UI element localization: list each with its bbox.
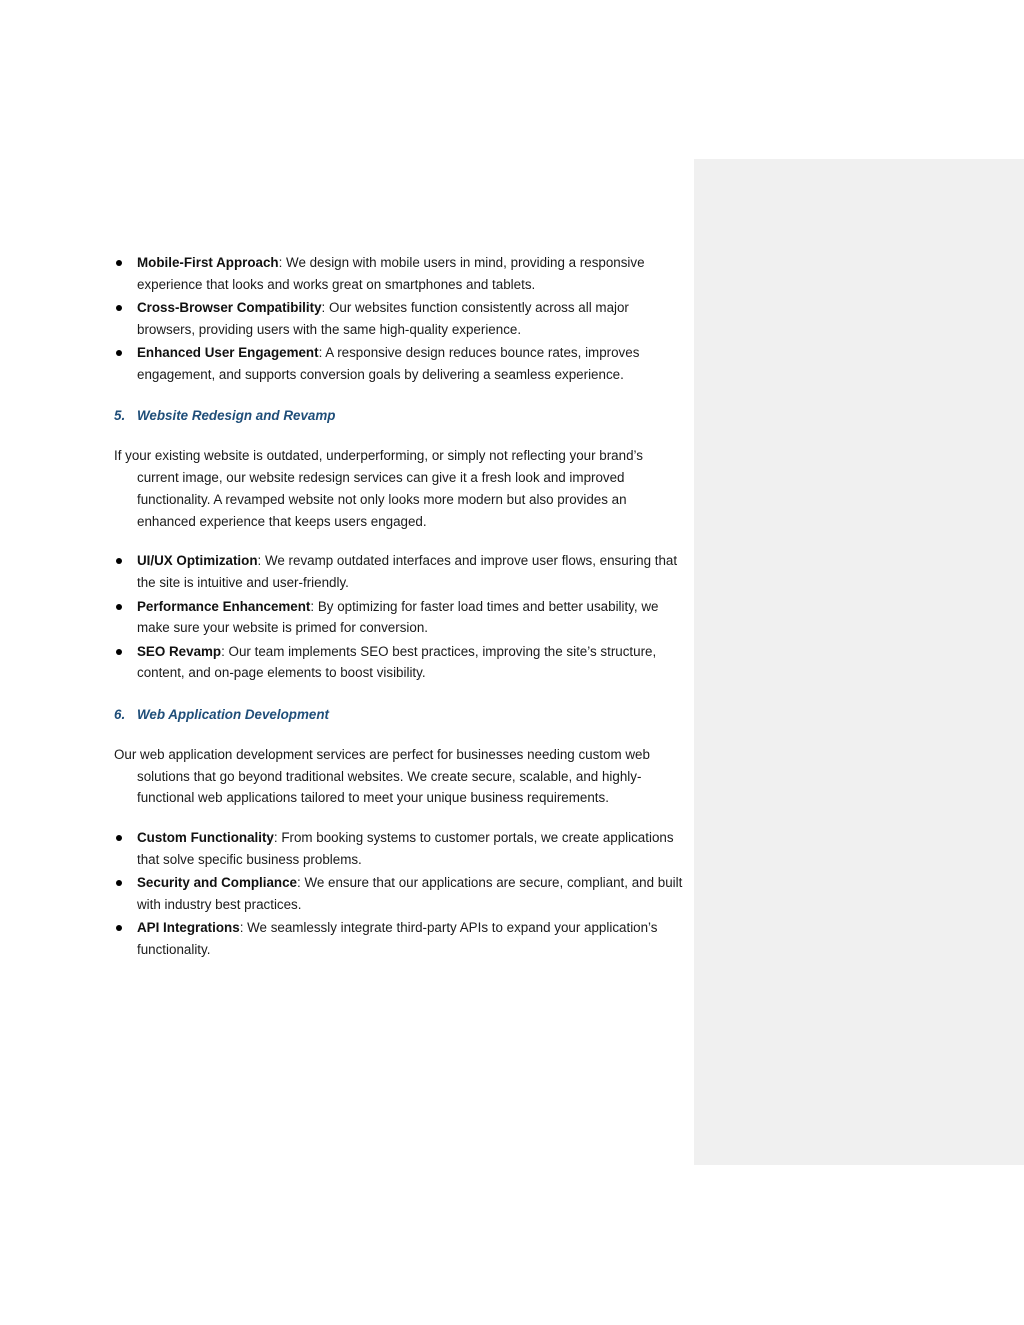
list-item — [114, 917, 684, 961]
redesign-bullet-list — [114, 550, 684, 684]
list-item — [114, 550, 684, 594]
list-item — [114, 342, 684, 386]
section-heading-redesign — [114, 406, 684, 426]
list-item-text: : Our websites function consistently across all major browsers, providing users with the same high-quality experience. — [137, 300, 629, 337]
list-item-text: : Our team implements SEO best practices, improving the site’s structure, content, and on-page elements to boost visibility. — [137, 643, 657, 681]
list-item-title: Performance Enhancement — [137, 598, 311, 614]
list-item-title: Security and Compliance — [137, 875, 297, 891]
list-item — [114, 297, 684, 341]
section-number: 5. — [114, 408, 126, 424]
list-item-text: : From booking systems to customer portals, we create applications that solve specific business problems. — [137, 830, 674, 867]
list-item-text: : By optimizing for faster load times and better usability, we make sure your website is primed for conversion. — [137, 598, 659, 636]
list-item-text: : We revamp outdated interfaces and improve user flows, ensuring that the site is intuitive and user-friendly. — [137, 553, 678, 591]
list-item-title: Custom Functionality — [137, 830, 274, 846]
section-title: Website Redesign and Revamp — [137, 408, 336, 424]
intro-bullet-list — [114, 252, 684, 386]
list-item-text: : We seamlessly integrate third-party APIs to expand your application’s functionality. — [137, 920, 658, 958]
list-item-title: Cross-Browser Compatibility — [137, 300, 322, 316]
section-paragraph-webapp: Our web application development services are perfect for businesses needing custom web solutions that go beyond traditional websites. We create secure, scalable, and highly-functional web applications tailored to meet your unique business requirements. — [114, 746, 650, 806]
list-item-text: : We design with mobile users in mind, providing a responsive experience that looks and works great on smartphones and tablets. — [137, 255, 645, 292]
list-item-title: API Integrations — [137, 920, 240, 936]
list-item-title: SEO Revamp — [137, 643, 222, 659]
section-paragraph-redesign: If your existing website is outdated, underperforming, or simply not reflecting your brand’s current image, our website redesign services can give it a fresh look and improved functionality. A revamped website not only looks more modern but also provides an enhanced experience that keeps users engaged. — [114, 448, 643, 529]
section-title: Web Application Development — [137, 706, 329, 722]
list-item — [114, 252, 684, 296]
section-number: 6. — [114, 706, 126, 722]
list-item-title: UI/UX Optimization — [137, 553, 258, 569]
list-item — [114, 872, 684, 916]
section-heading-webapp — [114, 705, 684, 725]
comment-pane — [694, 159, 1024, 1165]
list-item-text: : We ensure that our applications are secure, compliant, and built with industry best practices. — [137, 875, 683, 913]
list-item — [114, 827, 684, 871]
list-item-title: Enhanced User Engagement — [137, 345, 319, 361]
document-body — [114, 252, 684, 962]
list-item-text: : A responsive design reduces bounce rates, improves engagement, and supports conversion goals by delivering a seamless experience. — [137, 345, 640, 382]
list-item — [114, 596, 684, 640]
list-item — [114, 641, 684, 685]
webapp-bullet-list — [114, 827, 684, 961]
list-item-title: Mobile-First Approach — [137, 255, 279, 270]
